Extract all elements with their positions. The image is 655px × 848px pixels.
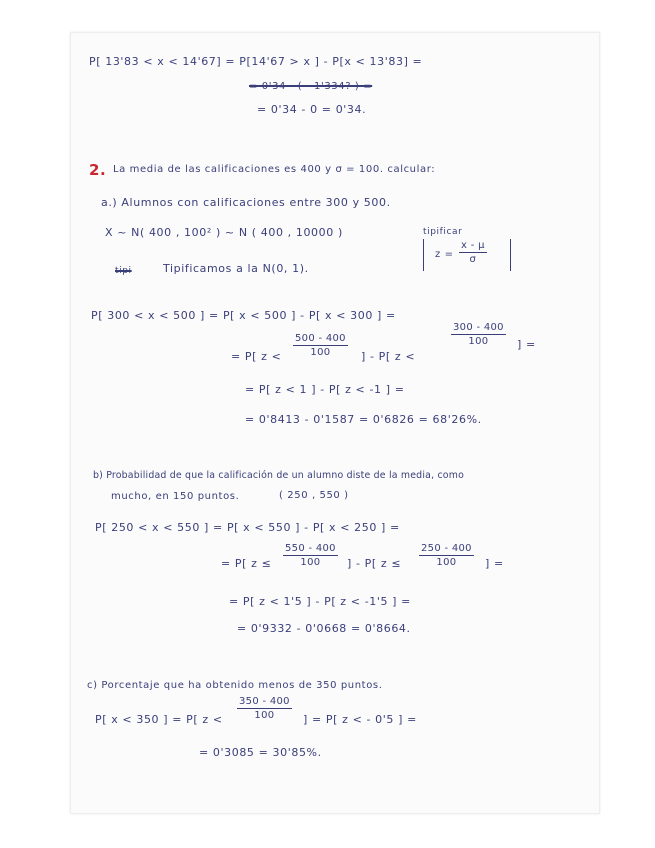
part-a-heading: a.) Alumnos con calificaciones entre 300 y 500. xyxy=(101,196,391,209)
tip-box-denominator: σ xyxy=(469,254,477,265)
fraction-denominator: 100 xyxy=(468,336,489,347)
part-a-line-2-post: ] = xyxy=(517,338,536,351)
part-b-interval: ( 250 , 550 ) xyxy=(279,490,349,501)
fraction-denominator: 100 xyxy=(300,557,321,568)
part-b-fraction-1 xyxy=(283,543,338,568)
line-prob-interval: P[ 13'83 < x < 14'67] = P[14'67 > x ] - P[x < 13'83] = xyxy=(89,55,423,68)
part-a-line-2-pre: = P[ z < xyxy=(231,350,282,363)
fraction-denominator: 100 xyxy=(310,347,331,358)
part-a-line-2-mid: ] - P[ z < xyxy=(361,350,416,363)
question-statement: La media de las calificaciones es 400 y σ = 100. calcular: xyxy=(113,164,436,175)
fraction-numerator: 350 - 400 xyxy=(239,696,290,707)
part-b-line-2-pre: = P[ z ≤ xyxy=(221,557,272,570)
part-a-line-3: = P[ z < 1 ] - P[ z < -1 ] = xyxy=(245,383,405,396)
line-result-034: = 0'34 - 0 = 0'34. xyxy=(257,103,367,116)
standardize-line: Tipificamos a la N(0, 1). xyxy=(163,262,309,275)
fraction-numerator: 550 - 400 xyxy=(285,543,336,554)
part-b-heading-2: mucho, en 150 puntos. xyxy=(111,491,240,502)
tip-box-fraction xyxy=(459,240,487,265)
part-b-line-2-mid: ] - P[ z ≤ xyxy=(347,557,402,570)
question-number: 2. xyxy=(89,161,107,179)
part-b-line-3: = P[ z < 1'5 ] - P[ z < -1'5 ] = xyxy=(229,595,411,608)
part-a-line-1: P[ 300 < x < 500 ] = P[ x < 500 ] - P[ x < 300 ] = xyxy=(91,309,396,322)
part-b-line-2-post: ] = xyxy=(485,557,504,570)
tip-box-lhs: z = xyxy=(435,249,454,260)
fraction-numerator: 300 - 400 xyxy=(453,322,504,333)
part-a-line-4: = 0'8413 - 0'1587 = 0'6826 = 68'26%. xyxy=(245,413,482,426)
tip-crossed-word: tipi xyxy=(115,266,132,276)
part-a-fraction-2 xyxy=(451,322,506,347)
part-c-heading: c) Porcentaje que ha obtenido menos de 350 puntos. xyxy=(87,680,383,691)
tip-box-label: tipificar xyxy=(423,227,463,237)
part-c-line-2: = 0'3085 = 30'85%. xyxy=(199,746,322,759)
fraction-numerator: 500 - 400 xyxy=(295,333,346,344)
part-b-line-4: = 0'9332 - 0'0668 = 0'8664. xyxy=(237,622,411,635)
fraction-denominator: 100 xyxy=(436,557,457,568)
fraction-denominator: 100 xyxy=(254,710,275,721)
part-b-heading-1: b) Probabilidad de que la calificación de un alumno diste de la media, como xyxy=(93,470,465,481)
part-b-line-1: P[ 250 < x < 550 ] = P[ x < 550 ] - P[ x < 250 ] = xyxy=(95,521,400,534)
handwritten-page xyxy=(70,32,600,814)
line-crossed-out: = 0'34 - ( - 1'334? ) = xyxy=(249,81,373,92)
part-c-line-1-pre: P[ x < 350 ] = P[ z < xyxy=(95,713,223,726)
part-a-fraction-1 xyxy=(293,333,348,358)
fraction-numerator: 250 - 400 xyxy=(421,543,472,554)
part-c-line-1-post: ] = P[ z < - 0'5 ] = xyxy=(303,713,417,726)
distribution-line: X ~ N( 400 , 100² ) ~ N ( 400 , 10000 ) xyxy=(105,226,343,239)
part-c-fraction xyxy=(237,696,292,721)
tip-box-numerator: x - μ xyxy=(461,240,485,251)
part-b-fraction-2 xyxy=(419,543,474,568)
